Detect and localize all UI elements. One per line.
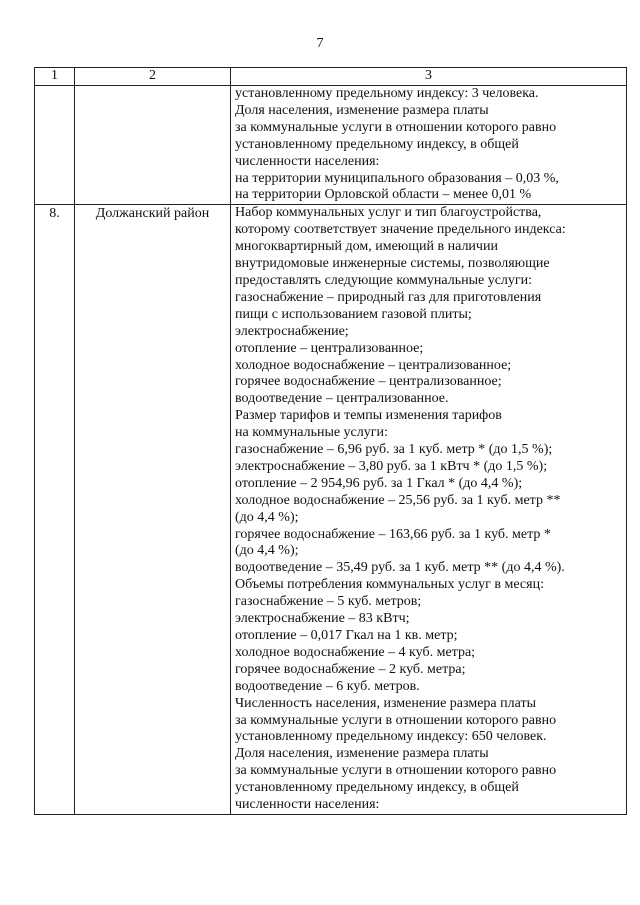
text-line: газоснабжение – 6,96 руб. за 1 куб. метр * (до 1,5 %);	[235, 442, 553, 458]
text-line: за коммунальные услуги в отношении которого равно	[235, 712, 557, 728]
text-line: холодное водоснабжение – 4 куб. метра;	[235, 644, 476, 660]
tariff-table	[34, 67, 627, 815]
text-line: водоотведение – 35,49 руб. за 1 куб. метр ** (до 4,4 %).	[235, 560, 565, 576]
text-line: холодное водоснабжение – 25,56 руб. за 1 куб. метр **	[235, 492, 561, 508]
text-line: горячее водоснабжение – 2 куб. метра;	[235, 661, 466, 677]
text-line: электроснабжение;	[235, 323, 349, 339]
text-line: Доля населения, изменение размера платы	[235, 746, 489, 762]
text-line: установленному предельному индексу: 650 человек.	[235, 729, 547, 745]
table-row-8	[35, 205, 627, 815]
text-line: численности населения:	[235, 153, 380, 169]
column-header: 3	[231, 68, 627, 86]
text-line: Размер тарифов и темпы изменения тарифов	[235, 408, 502, 424]
text-line: (до 4,4 %);	[235, 509, 299, 525]
text-line: водоотведение – 6 куб. метров.	[235, 678, 420, 694]
text-line: внутридомовые инженерные системы, позволяющие	[235, 256, 550, 272]
text-line: на территории Орловской области – менее 0,01 %	[235, 187, 532, 203]
page-number: 7	[316, 36, 324, 51]
text-line: на коммунальные услуги:	[235, 425, 388, 441]
text-line: (до 4,4 %);	[235, 543, 299, 559]
text-line: Доля населения, изменение размера платы	[235, 102, 489, 118]
text-line: установленному предельному индексу, в общей	[235, 136, 519, 152]
text-line: горячее водоснабжение – 163,66 руб. за 1 куб. метр *	[235, 526, 551, 542]
column-header: 2	[75, 68, 231, 86]
text-line: газоснабжение – 5 куб. метров;	[235, 594, 422, 610]
text-line: электроснабжение – 3,80 руб. за 1 кВтч * (до 1,5 %);	[235, 458, 548, 474]
text-line: которому соответствует значение предельного индекса:	[235, 222, 566, 238]
text-line: Набор коммунальных услуг и тип благоустройства,	[235, 205, 542, 221]
text-line: за коммунальные услуги в отношении которого равно	[235, 763, 557, 779]
text-line: отопление – 0,017 Гкал на 1 кв. метр;	[235, 628, 458, 643]
district-cell	[75, 86, 231, 205]
row-number-cell	[35, 86, 75, 205]
content-cell	[231, 86, 627, 205]
text-line: численности населения:	[235, 797, 380, 813]
text-line: на территории муниципального образования – 0,03 %,	[235, 170, 559, 186]
text-line: установленному предельному индексу, в общей	[235, 780, 519, 796]
column-header: 1	[35, 68, 75, 86]
text-line: горячее водоснабжение – централизованное;	[235, 374, 502, 390]
text-line: газоснабжение – природный газ для приготовления	[235, 289, 542, 305]
text-line: отопление – 2 954,96 руб. за 1 Гкал * (до 4,4 %);	[235, 475, 523, 491]
table-header-row	[35, 68, 627, 86]
text-line: Объемы потребления коммунальных услуг в месяц:	[235, 577, 544, 593]
text-line: холодное водоснабжение – централизованное;	[235, 357, 512, 373]
row-number-cell: 8.	[35, 205, 75, 815]
text-line: Численность населения, изменение размера платы	[235, 695, 536, 711]
text-line: отопление – централизованное;	[235, 340, 424, 356]
text-line: установленному предельному индексу: 3 человека.	[235, 86, 539, 101]
text-line: водоотведение – централизованное.	[235, 391, 449, 407]
content-cell	[231, 205, 627, 815]
text-line: многоквартирный дом, имеющий в наличии	[235, 239, 498, 255]
text-line: пищи с использованием газовой плиты;	[235, 306, 472, 322]
text-line: предоставлять следующие коммунальные услуги:	[235, 272, 533, 288]
text-line: электроснабжение – 83 кВтч;	[235, 611, 410, 627]
text-line: за коммунальные услуги в отношении которого равно	[235, 119, 557, 135]
table-row-continuation	[35, 86, 627, 205]
district-cell: Должанский район	[75, 205, 231, 815]
